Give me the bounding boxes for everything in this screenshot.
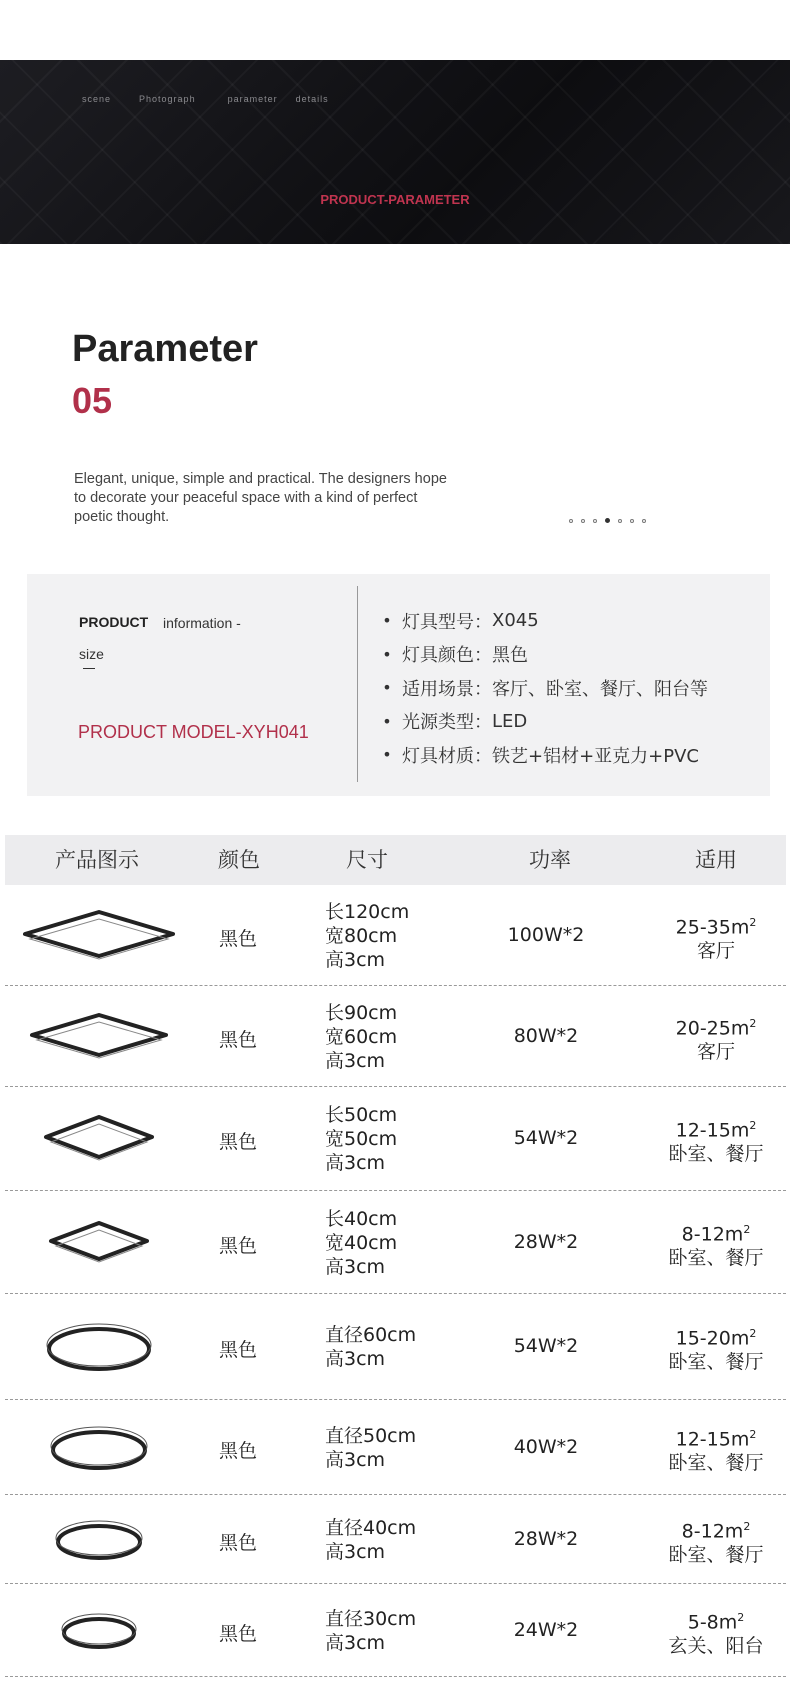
cell-power: 40W*2: [513, 1435, 579, 1458]
pagination-dot-active[interactable]: [605, 518, 610, 523]
usage-area: 8-12m: [681, 1519, 744, 1542]
cell-power: 28W*2: [513, 1527, 579, 1550]
cell-power: 54W*2: [513, 1335, 579, 1357]
table-row: [5, 1087, 786, 1191]
cell-power: 24W*2: [513, 1618, 579, 1641]
table-row: [5, 1191, 786, 1294]
usage-room: 卧室、餐厅: [668, 1451, 764, 1474]
cell-color: 黑色: [218, 1622, 258, 1645]
cell-size: [325, 1103, 397, 1175]
spec-label: 灯具型号：: [402, 611, 492, 633]
square-ceiling-lamp-icon: [41, 1112, 157, 1166]
cell-color: 黑色: [218, 1531, 258, 1554]
size-line: 宽40cm: [325, 1231, 398, 1254]
spec-item: [380, 638, 708, 672]
size-label: size: [79, 646, 104, 662]
size-line: 长120cm: [325, 901, 410, 923]
banner-nav: [82, 94, 329, 104]
area-superscript: 2: [737, 1610, 745, 1624]
nav-photograph[interactable]: Photograph: [139, 94, 196, 104]
cell-size: [325, 1516, 416, 1564]
bullet-icon: •: [382, 711, 392, 731]
pagination-dot[interactable]: [569, 519, 573, 523]
usage-area: 12-15m: [675, 1119, 750, 1142]
round-ceiling-lamp-icon: [46, 1420, 152, 1476]
spec-value: 黑色: [492, 645, 528, 667]
area-superscript: 2: [749, 1427, 757, 1441]
nav-scene[interactable]: scene: [82, 94, 112, 104]
square-ceiling-lamp-icon: [27, 1010, 171, 1064]
round-ceiling-lamp-icon: [51, 1514, 147, 1566]
size-line: 长90cm: [325, 1001, 398, 1024]
cell-usage: [668, 1114, 763, 1166]
spec-value: 客厅、卧室、餐厅、阳台等: [492, 678, 708, 700]
product-info-left: [27, 574, 357, 796]
cell-color: 黑色: [218, 1439, 258, 1462]
table-row: [5, 1294, 786, 1400]
size-line: 直径30cm: [325, 1607, 417, 1630]
usage-room: 卧室、餐厅: [668, 1143, 764, 1166]
usage-room: 卧室、餐厅: [668, 1351, 764, 1374]
size-line: 直径50cm: [325, 1424, 417, 1447]
section-number: 05: [72, 380, 113, 421]
spec-label: 光源类型：: [402, 712, 492, 734]
header-power: 功率: [529, 848, 571, 872]
bullet-icon: •: [382, 611, 392, 631]
usage-room: 客厅: [696, 940, 735, 963]
nav-details[interactable]: details: [295, 94, 329, 104]
banner-title: PRODUCT-PARAMETER: [320, 192, 470, 207]
usage-area: 5-8m: [687, 1610, 738, 1633]
cell-size: [325, 1207, 397, 1279]
square-ceiling-lamp-icon: [20, 907, 178, 965]
area-superscript: 2: [749, 916, 757, 929]
usage-area: 15-20m: [675, 1327, 750, 1350]
table-row: [5, 886, 786, 986]
square-ceiling-lamp-icon: [46, 1218, 152, 1268]
size-line: 长50cm: [325, 1104, 398, 1126]
size-line: 宽80cm: [325, 925, 398, 947]
cell-usage: [668, 1322, 763, 1374]
usage-room: 玄关、阳台: [668, 1634, 764, 1657]
spec-item: [380, 738, 708, 772]
size-line: 长40cm: [325, 1207, 398, 1230]
table-row: [5, 1584, 786, 1677]
pagination-dot[interactable]: [630, 519, 634, 523]
information-label: information -: [163, 615, 241, 631]
pagination-dot[interactable]: [642, 519, 646, 523]
spec-list: [380, 604, 708, 772]
pagination-dot[interactable]: [618, 519, 622, 523]
usage-room: 客厅: [696, 1040, 735, 1063]
cell-usage: [668, 1218, 763, 1270]
cell-power: 54W*2: [513, 1127, 579, 1149]
cell-size: [325, 1323, 416, 1371]
spec-item: [380, 604, 708, 638]
table-row: [5, 1495, 786, 1584]
size-line: 高3cm: [325, 1540, 386, 1563]
spec-item: [380, 705, 708, 739]
pagination-dot[interactable]: [581, 519, 585, 523]
size-line: 高3cm: [325, 1152, 386, 1174]
spec-value: 铁艺+铝材+亚克力+PVC: [492, 745, 699, 767]
area-superscript: 2: [749, 1119, 757, 1132]
bullet-icon: •: [382, 678, 392, 698]
product-label: PRODUCT: [79, 614, 149, 630]
cell-power: 100W*2: [507, 924, 585, 946]
bullet-icon: •: [382, 644, 392, 664]
size-line: 宽50cm: [325, 1128, 398, 1150]
spec-value: LED: [492, 710, 528, 732]
header-size: 尺寸: [346, 848, 388, 872]
row-divider: [5, 1676, 786, 1677]
usage-area: 8-12m: [681, 1222, 744, 1245]
cell-color: 黑色: [218, 1234, 258, 1257]
header-usage: 适用: [695, 848, 737, 872]
cell-color: 黑色: [218, 928, 258, 950]
section-description: Elegant, unique, simple and practical. The designers hope to decorate your peaceful space with a kind of perfect poetic thought.: [74, 471, 447, 525]
size-line: 直径60cm: [325, 1324, 417, 1346]
round-ceiling-lamp-icon: [57, 1607, 141, 1655]
cell-size: [325, 900, 409, 972]
cell-usage: [676, 1012, 757, 1064]
cell-power: 28W*2: [513, 1230, 579, 1253]
usage-room: 卧室、餐厅: [668, 1543, 764, 1566]
size-line: 高3cm: [325, 1049, 386, 1072]
area-superscript: 2: [743, 1519, 751, 1533]
table-header: [5, 835, 786, 885]
spec-label: 灯具材质：: [402, 745, 492, 767]
spec-label: 灯具颜色：: [402, 645, 492, 667]
product-model: PRODUCT MODEL-XYH041: [78, 722, 309, 742]
bullet-icon: •: [382, 745, 392, 765]
header-image: 产品图示: [55, 848, 139, 872]
section-title: Parameter: [72, 328, 258, 370]
cell-usage: [668, 1606, 763, 1658]
size-line: 高3cm: [325, 1631, 386, 1654]
cell-usage: [668, 1515, 763, 1567]
usage-area: 25-35m: [675, 916, 750, 939]
size-line: 高3cm: [325, 949, 386, 971]
banner: [0, 60, 790, 244]
area-superscript: 2: [749, 1327, 757, 1340]
size-underline: [83, 668, 95, 669]
size-line: 高3cm: [325, 1348, 386, 1370]
size-line: 高3cm: [325, 1448, 386, 1471]
area-superscript: 2: [743, 1222, 751, 1236]
round-ceiling-lamp-icon: [42, 1317, 156, 1377]
nav-parameter[interactable]: parameter: [227, 94, 278, 104]
pagination-dot[interactable]: [593, 519, 597, 523]
spec-item: [380, 671, 708, 705]
cell-color: 黑色: [218, 1339, 258, 1361]
cell-color: 黑色: [218, 1131, 258, 1153]
spec-label: 适用场景：: [402, 678, 492, 700]
size-line: 高3cm: [325, 1255, 386, 1278]
table-row: [5, 986, 786, 1087]
cell-usage: [668, 1423, 763, 1475]
header-color: 颜色: [218, 848, 260, 872]
usage-area: 20-25m: [675, 1016, 750, 1039]
cell-color: 黑色: [218, 1028, 258, 1051]
cell-usage: [676, 911, 757, 963]
usage-area: 12-15m: [675, 1427, 750, 1450]
info-divider: [357, 586, 358, 782]
spec-value: X045: [492, 610, 539, 632]
cell-size: [325, 1607, 416, 1655]
cell-power: 80W*2: [513, 1024, 579, 1047]
size-line: 宽60cm: [325, 1025, 398, 1048]
size-line: 直径40cm: [325, 1516, 417, 1539]
usage-room: 卧室、餐厅: [668, 1246, 764, 1269]
product-info-box: [27, 574, 770, 796]
pagination-dots: [569, 518, 654, 523]
table-row: [5, 1400, 786, 1495]
cell-size: [325, 1001, 397, 1073]
area-superscript: 2: [749, 1016, 757, 1030]
cell-size: [325, 1424, 416, 1472]
